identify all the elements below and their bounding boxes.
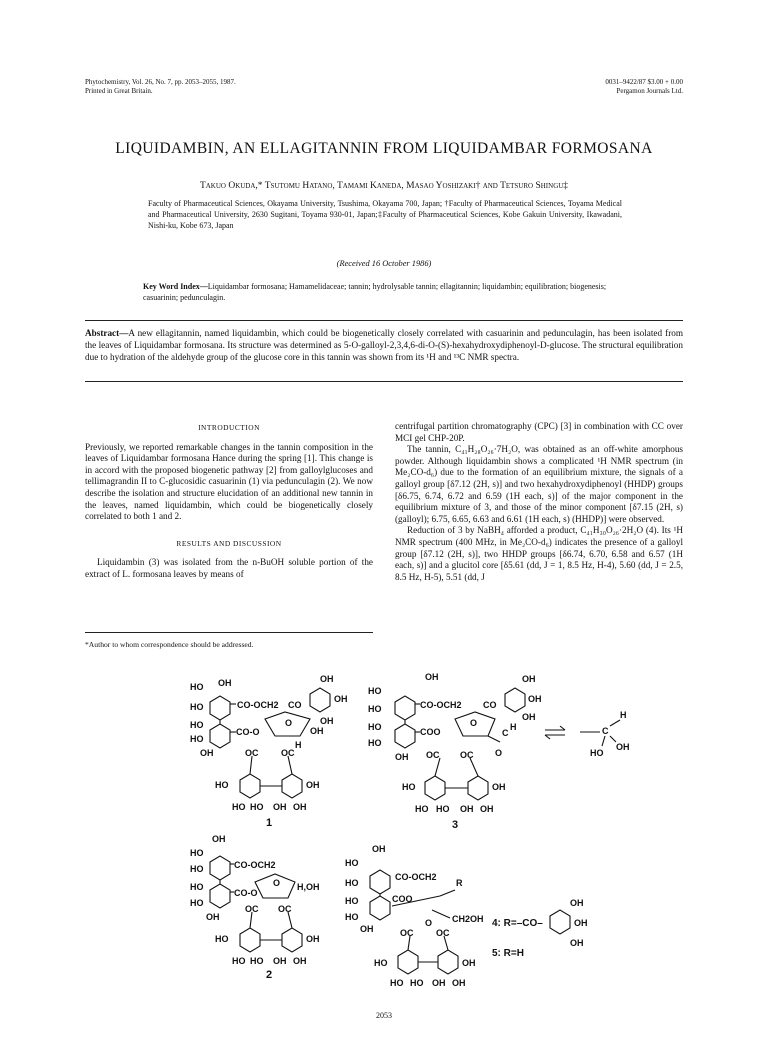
footnote-rule <box>85 632 373 633</box>
hhdp-ring <box>210 696 230 720</box>
atom-label: COO <box>392 894 413 904</box>
equilibrium-arrow-head <box>560 726 565 730</box>
atom-label: OH <box>522 712 536 722</box>
atom-label: OH <box>273 956 287 966</box>
atom-label: HO <box>232 956 246 966</box>
hhdp-ring <box>395 724 415 748</box>
atom-label: CO <box>483 700 497 710</box>
atom-label: OH <box>310 726 324 736</box>
atom-label: CO-OCH2 <box>237 700 279 710</box>
atom-label: OH <box>570 938 584 948</box>
atom-label: HO <box>402 782 416 792</box>
atom-label: HO <box>345 912 359 922</box>
printed-line: Printed in Great Britain. <box>85 87 153 95</box>
hhdp-ring <box>210 856 230 880</box>
bond <box>470 758 478 776</box>
atom-label: CO-OCH2 <box>420 700 462 710</box>
compound-label-3: 3 <box>452 819 459 831</box>
bond <box>444 936 448 950</box>
atom-label: OH <box>293 956 307 966</box>
atom-label: HO <box>190 720 204 730</box>
hhdp-ring <box>240 774 260 798</box>
journal-citation <box>85 78 236 96</box>
atom-label: OC <box>460 750 474 760</box>
issn-line: 0031–9422/87 $3.00 + 0.00 <box>605 78 683 86</box>
atom-label: OH <box>492 782 506 792</box>
atom-label: HO <box>345 858 359 868</box>
atom-label: O <box>273 878 281 888</box>
atom-label: HO <box>415 804 429 814</box>
atom-label: OH <box>425 672 439 682</box>
atom-label: OH <box>522 674 536 684</box>
atom-label: OH <box>452 978 466 988</box>
atom-label: OH <box>306 934 320 944</box>
atom-label: OH <box>480 804 494 814</box>
atom-label: HO <box>390 978 404 988</box>
equilibrium-arrow-head <box>545 735 550 739</box>
hhdp-ring <box>425 776 445 800</box>
left-column <box>85 422 373 581</box>
atom-label: OH <box>320 674 334 684</box>
atom-label: C <box>602 726 609 736</box>
abstract <box>85 327 683 363</box>
galloyl-ring <box>505 688 525 712</box>
atom-label: CO-O <box>236 727 260 737</box>
atom-label: OH <box>334 694 348 704</box>
abstract-label: Abstract— <box>85 328 129 338</box>
bond <box>250 756 252 774</box>
atom-label: HO <box>250 802 264 812</box>
glucitol-chain <box>432 910 450 918</box>
bond <box>610 720 620 726</box>
glucitol-chain <box>440 890 455 896</box>
atom-label: HO <box>190 882 204 892</box>
compound-label-2: 2 <box>266 969 273 981</box>
right-column <box>395 421 683 583</box>
hhdp-ring <box>395 696 415 720</box>
atom-label: HO <box>374 958 388 968</box>
structure-compound-2 <box>190 834 320 981</box>
atom-label: COO <box>420 727 441 737</box>
atom-label: HO <box>215 780 229 790</box>
atom-label: OC <box>400 928 414 938</box>
atom-label: OH <box>360 924 374 934</box>
bond <box>408 936 410 950</box>
publisher-line: Pergamon Journals Ltd. <box>616 87 683 95</box>
footnote: *Author to whom correspondence should be addressed. <box>85 640 254 649</box>
atom-label: OH <box>273 802 287 812</box>
keyword-label: Key Word Index— <box>143 282 208 291</box>
hhdp-ring <box>282 928 302 952</box>
atom-label: O <box>495 748 503 758</box>
atom-label: OH <box>432 978 446 988</box>
atom-label: OH <box>460 804 474 814</box>
atom-label: OC <box>245 904 259 914</box>
atom-label: HO <box>345 896 359 906</box>
atom-label: OC <box>436 928 450 938</box>
atom-label: H <box>620 710 627 720</box>
atom-label: OH <box>528 694 542 704</box>
atom-label: HO <box>190 682 204 692</box>
galloyl-ring <box>310 688 330 712</box>
page-number: 2053 <box>376 1011 392 1020</box>
received-date: (Received 16 October 1986) <box>336 259 432 268</box>
atom-label: OC <box>278 904 292 914</box>
affiliations: Faculty of Pharmaceutical Sciences, Okayama University, Tsushima, Okayama 700, Japan; †Faculty of Pharmaceutical Sciences, Toyama Medical and Pharmaceutical University, 2630 Sugitani, Toyama 930-01, Japan;‡Faculty of Pharmaceutical Sciences, Kobe Gakuin University, Ikawadani, Nishi-ku, Kobe 673, Japan <box>148 199 622 230</box>
atom-label: HO <box>368 722 382 732</box>
atom-label: OH <box>306 780 320 790</box>
atom-label: OH <box>212 834 226 844</box>
atom-label: OC <box>426 750 440 760</box>
atom-label: OH <box>372 844 386 854</box>
atom-label: O <box>425 918 433 928</box>
atom-label: OH <box>395 752 409 762</box>
hhdp-ring <box>240 928 260 952</box>
atom-label: HO <box>368 738 382 748</box>
bond <box>288 912 292 928</box>
atom-label: CO <box>288 700 302 710</box>
bond <box>488 736 500 742</box>
hhdp-ring <box>468 776 488 800</box>
atom-label: HO <box>250 956 264 966</box>
atom-label: HO <box>368 686 382 696</box>
hhdp-ring <box>282 774 302 798</box>
publisher-info <box>480 78 683 96</box>
atom-label: HO <box>436 804 450 814</box>
introduction-heading: INTRODUCTION <box>198 423 260 432</box>
compound-label-4: 4: R=–CO– <box>492 918 543 929</box>
right-paragraph-1: centrifugal partition chromatography (CPC) [3] in combination with CC over MCI gel CHP-20P. <box>395 421 683 443</box>
bond <box>250 912 252 928</box>
right-paragraph-3: Reduction of 3 by NaBH₄ afforded a product, C₄₁H₃₀O₂₆·2H₂O (4). Its ¹H NMR spectrum (400 MHz, in Me₂CO-d₆) indicates the presence of a galloyl group [δ7.12 (2H, s)], two HHDP groups [δ6.74, 6.70, 6.58 and 6.57 (1H each, s)] and a glucitol core [δ5.61 (dd, J = 1, 8.5 Hz, H-4), 5.60 (dd, J = 2.5, 8.5 Hz, H-5), 5.51 (dd, J <box>395 525 683 582</box>
atom-label: OH <box>293 802 307 812</box>
atom-label: HO <box>190 702 204 712</box>
bond <box>435 758 440 776</box>
atom-label: HO <box>190 898 204 908</box>
abstract-top-rule <box>85 320 683 321</box>
atom-label: OH <box>206 912 220 922</box>
atom-label: OH <box>462 958 476 968</box>
atom-label: OH <box>200 748 214 758</box>
abstract-bottom-rule <box>85 381 683 382</box>
atom-label: OH <box>320 716 334 726</box>
atom-label: OH <box>218 678 232 688</box>
abstract-text: A new ellagitannin, named liquidambin, which could be biogenetically closely correlated with casuarinin and pedunculagin, has been isolated from the leaves of Liquidambar formosana. Its structure was determined as 5-O-galloyl-2,3,4,6-di-O-(S)-hexahydroxydiphenoyl-D-glucose. The structural equilibration due to hydration of the aldehyde group of the glucose core in this tannin was shown from its ¹H and ¹³C NMR spectra. <box>85 328 683 362</box>
atom-label: OC <box>245 748 259 758</box>
atom-label: HO <box>190 864 204 874</box>
galloyl-ring <box>550 910 570 934</box>
atom-label: HO <box>190 848 204 858</box>
atom-label: HO <box>410 978 424 988</box>
hhdp-ring <box>210 884 230 908</box>
atom-label: OH <box>574 918 588 928</box>
article-title: LIQUIDAMBIN, AN ELLAGITANNIN FROM LIQUIDAMBAR FORMOSANA <box>115 140 653 157</box>
atom-label: H <box>510 722 517 732</box>
author-list: Takuo Okuda,* Tsutomu Hatano, Tamami Kaneda, Masao Yoshizaki† and Tetsuro Shingu‡ <box>199 181 569 191</box>
atom-label: R <box>456 878 463 888</box>
bond <box>288 756 292 774</box>
atom-label: H <box>295 740 302 750</box>
bond <box>602 736 605 746</box>
atom-label: HO <box>590 748 604 758</box>
atom-label: CO-OCH2 <box>395 872 437 882</box>
hhdp-ring <box>438 950 458 974</box>
atom-label: HO <box>345 878 359 888</box>
hhdp-ring <box>210 724 230 748</box>
hhdp-ring <box>398 950 418 974</box>
journal-line: Phytochemistry, Vol. 26, No. 7, pp. 2053–2055, 1987. <box>85 78 236 86</box>
structure-compound-1 <box>190 674 348 829</box>
atom-label: H,OH <box>297 882 320 892</box>
keyword-index <box>143 281 627 303</box>
atom-label: O <box>470 718 478 728</box>
results-paragraph: Liquidambin (3) was isolated from the n-BuOH soluble portion of the extract of L. formosana leaves by means of <box>85 557 373 579</box>
structure-compound-4-5 <box>345 844 588 988</box>
hhdp-ring <box>370 896 390 920</box>
structure-compound-3 <box>368 672 630 831</box>
compound-label-1: 1 <box>266 817 273 829</box>
keyword-text: Liquidambar formosana; Hamamelidaceae; tannin; hydrolysable tannin; ellagitannin; liquidambin; equilibration; biogenesis; casuarinin; pedunculagin. <box>143 282 607 302</box>
atom-label: CH2OH <box>452 914 484 924</box>
atom-label: CO-OCH2 <box>234 860 276 870</box>
results-heading: RESULTS AND DISCUSSION <box>176 538 282 548</box>
right-paragraph-2: The tannin, C₄₁H₂₈O₂₆·7H₂O, was obtained as an off-white amorphous powder. Although liquidambin shows a complicated ¹H NMR spectrum (in Me₂CO-d₆) due to the formation of an equilibrium mixture, the signals of a galloyl group [δ7.12 (2H, s)] and two hexahydroxydiphenoyl (HHDP) groups [δ6.75, 6.74, 6.72 and 6.59 (1H each, s)] of the major component in the equilibrium mixture of 3, and those of the minor component [δ7.15 (2H, s) (galloyl); 6.75, 6.65, 6.63 and 6.61 (1H each, s) (HHDP)] were observed. <box>395 444 683 524</box>
atom-label: O <box>285 718 293 728</box>
hhdp-ring <box>370 870 390 894</box>
atom-label: C <box>502 728 509 738</box>
chemical-structures-figure <box>170 664 700 994</box>
atom-label: CO-O <box>234 888 258 898</box>
compound-label-5: 5: R=H <box>492 948 524 959</box>
atom-label: HO <box>215 934 229 944</box>
introduction-paragraph: Previously, we reported remarkable changes in the tannin composition in the leaves of Liquidambar formosana Hance during the spring [1]. This change is in accord with the proposed biogenetic pathway [2] from galloylglucoses and tellimagrandin II to C-glucosidic casuarinin (1) via pedunculagin (2). We now describe the isolation and structure elucidation of an additional new tannin in the leaves, named liquidambin, which could be biogenetically closely correlated to both 1 and 2. <box>85 441 373 522</box>
atom-label: HO <box>232 802 246 812</box>
atom-label: HO <box>190 734 204 744</box>
atom-label: OH <box>570 898 584 908</box>
atom-label: OH <box>616 742 630 752</box>
atom-label: OC <box>281 748 295 758</box>
atom-label: HO <box>368 704 382 714</box>
